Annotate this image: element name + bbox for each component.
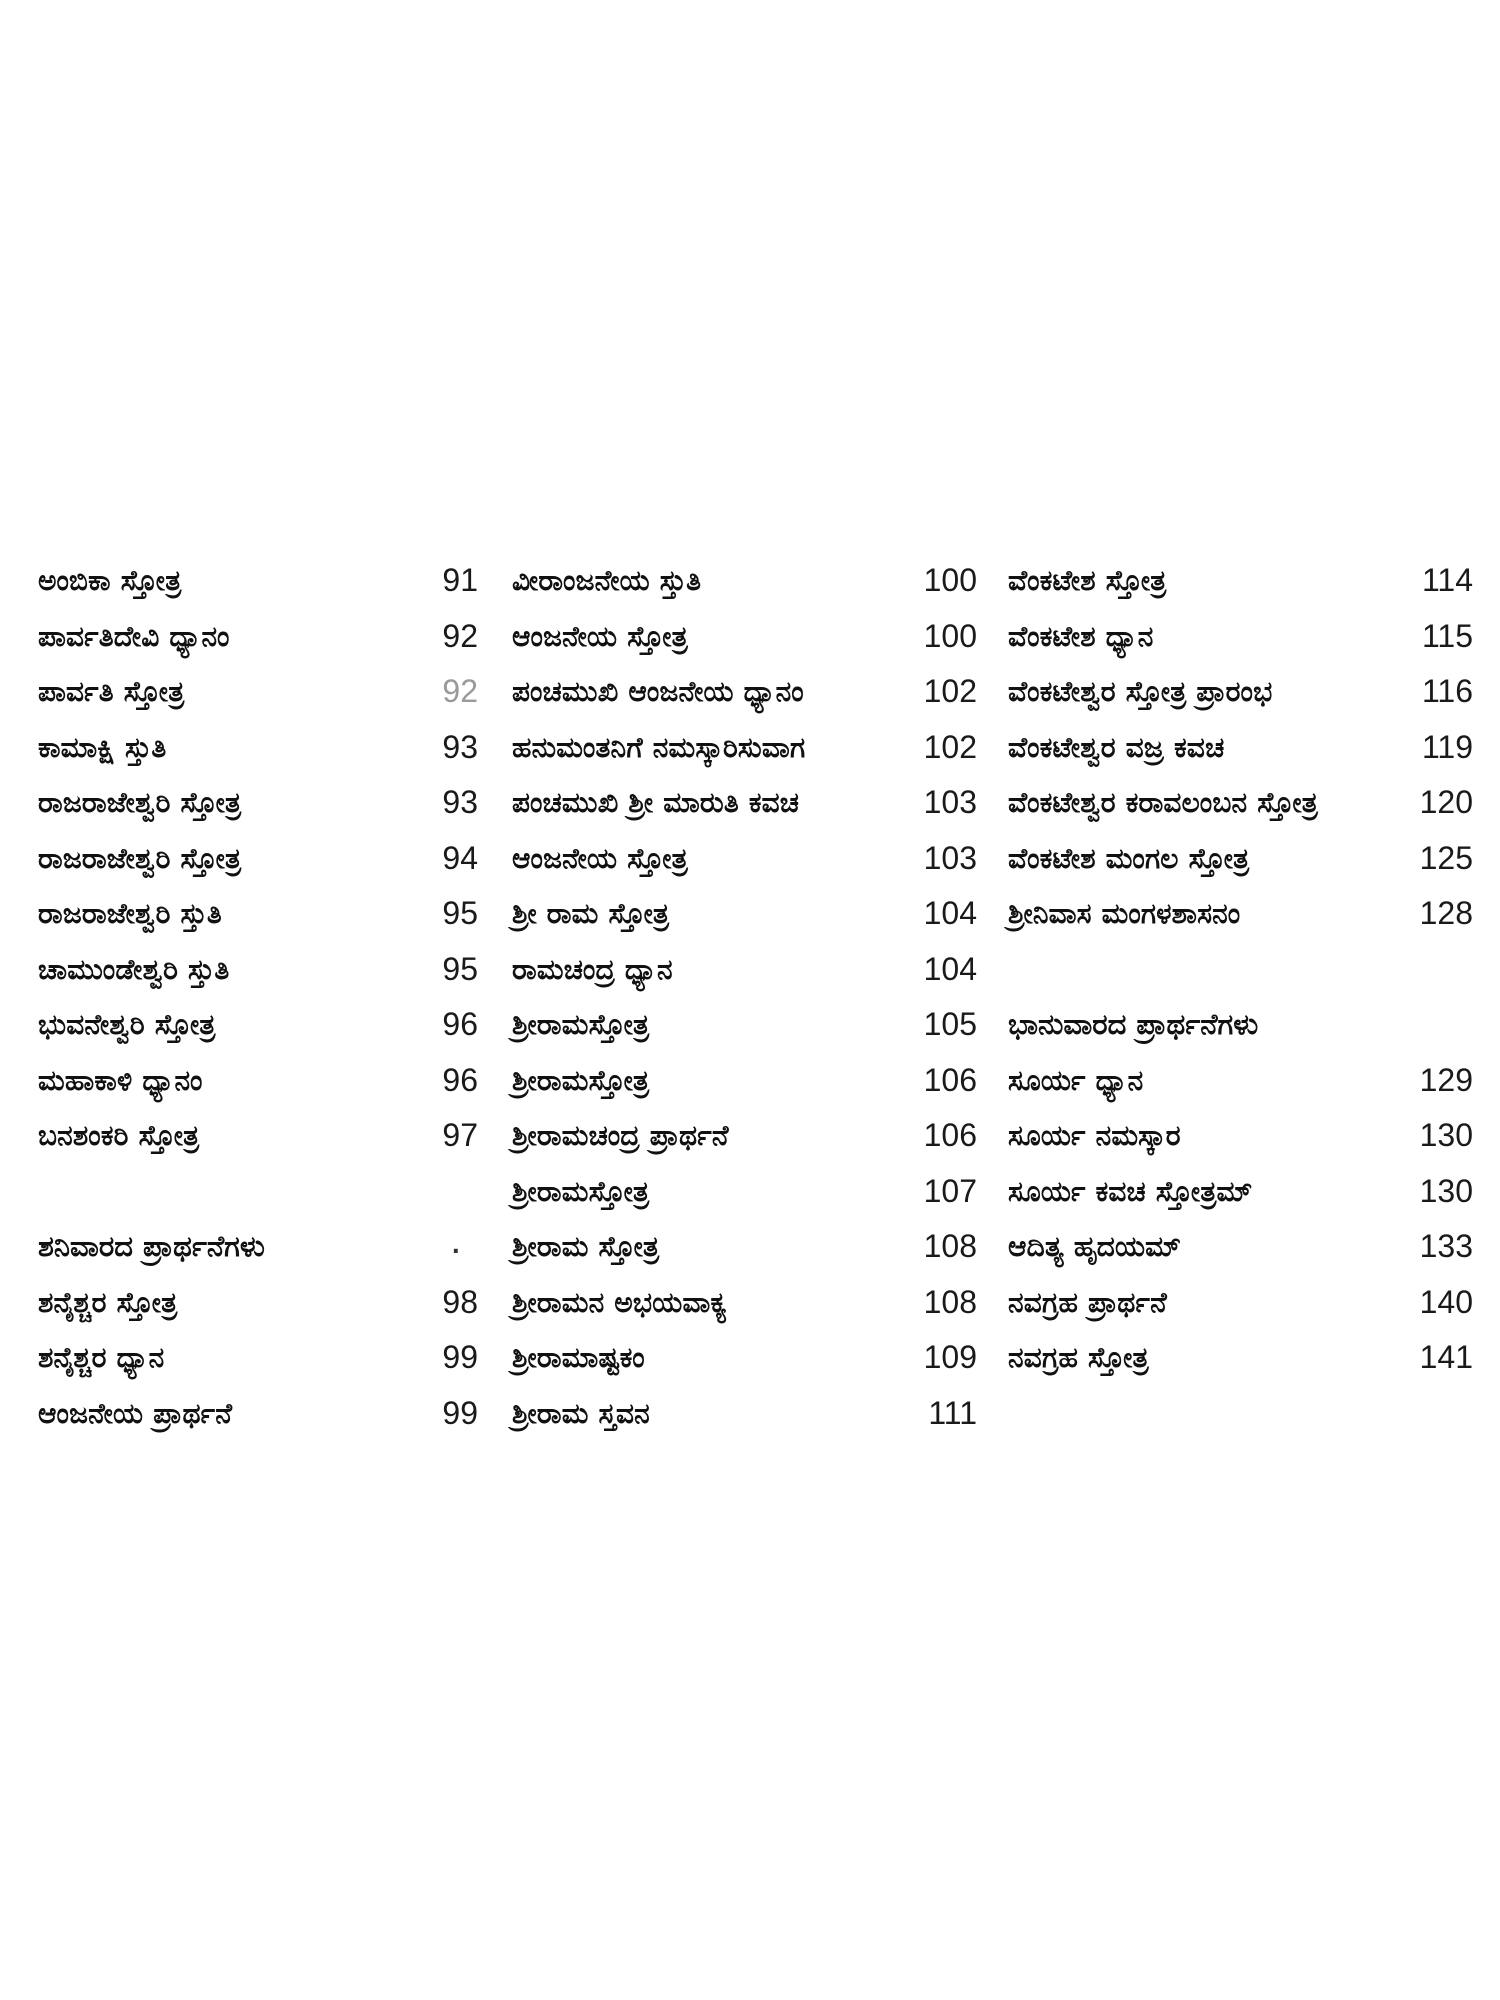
toc-entry [1008,553,1473,609]
entry-page-number: 128 [1419,895,1473,931]
entry-page-number: 109 [923,1339,977,1375]
toc-entry [38,1053,478,1109]
entry-page-number: 103 [923,839,977,876]
entry-title: ಬನಶಂಕರಿ ಸ್ತೋತ್ರ [38,1119,200,1152]
entry-page-number: 106 [923,1061,977,1098]
toc-entry [38,720,478,776]
toc-entry [1008,1108,1473,1164]
toc-entry [1008,1053,1473,1109]
entry-page-number: 93 [442,728,478,765]
toc-entry [512,1275,977,1331]
entry-page-number: 92 [442,673,478,709]
entry-page-number: 140 [1419,1283,1473,1320]
entry-title: ವೆಂಕಟೇಶ ಸ್ತೋತ್ರ [1008,564,1167,597]
entry-page-number: 106 [923,1117,977,1153]
entry-title: ಶ್ರೀರಾಮಸ್ತೋತ್ರ [512,1008,650,1041]
toc-entry [38,942,478,998]
entry-title: ಪಾರ್ವತಿ ಸ್ತೋತ್ರ [38,675,185,708]
toc-entry [38,553,478,609]
entry-page-number: 100 [923,562,977,598]
toc-entry [512,997,977,1053]
entry-title: ಚಾಮುಂಡೇಶ್ವರಿ ಸ್ತುತಿ [38,952,230,986]
entry-title: ಆಂಜನೇಯ ಸ್ತೋತ್ರ [512,841,688,875]
toc-column-2 [512,553,977,1441]
entry-title: ಶ್ರೀರಾಮ ಸ್ತವನ [512,1396,650,1430]
toc-entry [1008,1164,1473,1220]
entry-title: ಶನೈಶ್ಚರ ಧ್ಯಾನ [38,1341,165,1374]
entry-title: ನವಗ್ರಹ ಸ್ತೋತ್ರ [1008,1341,1149,1374]
entry-page-number: 130 [1419,1172,1473,1209]
toc-entry [512,1386,977,1442]
entry-title: ರಾಜರಾಜೇಶ್ವರಿ ಸ್ತೋತ್ರ [38,841,242,875]
entry-title: ಶ್ರೀನಿವಾಸ ಮಂಗಳಶಾಸನಂ [1008,897,1241,930]
entry-page-number: 141 [1419,1339,1473,1375]
entry-page-number: 100 [923,617,977,654]
entry-page-number: 111 [928,1394,977,1431]
section-heading-text: ಭಾನುವಾರದ ಪ್ರಾರ್ಥನೆಗಳು [1008,1007,1259,1041]
toc-entry [38,1275,478,1331]
entry-title: ಪಾರ್ವತಿದೇವಿ ಧ್ಯಾನಂ [38,619,230,653]
entry-page-number: 120 [1419,784,1473,820]
entry-title: ಹನುಮಂತನಿಗೆ ನಮಸ್ಕಾರಿಸುವಾಗ [512,730,806,764]
entry-title: ಸೂರ್ಯ ಕವಚ ಸ್ತೋತ್ರಮ್ [1008,1174,1253,1208]
entry-title: ರಾಜರಾಜೇಶ್ವರಿ ಸ್ತೋತ್ರ [38,786,242,819]
entry-title: ವೆಂಕಟೇಶ್ವರ ವಜ್ರ ಕವಚ [1008,730,1225,764]
toc-entry [38,1386,478,1442]
toc-entry [1008,720,1473,776]
entry-page-number: 133 [1419,1228,1473,1264]
toc-entry [38,775,478,831]
toc-entry [512,886,977,942]
entry-page-number: 125 [1419,839,1473,876]
entry-page-number: 96 [442,1061,478,1098]
toc-entry [1008,664,1473,720]
toc-entry [38,664,478,720]
entry-title: ವೆಂಕಟೇಶ್ವರ ಸ್ತೋತ್ರ ಪ್ರಾರಂಭ [1008,675,1273,708]
entry-title: ವೆಂಕಟೇಶ ಮಂಗಲ ಸ್ತೋತ್ರ [1008,841,1250,875]
entry-page-number: 129 [1419,1061,1473,1098]
entry-title: ಶನೈಶ್ಚರ ಸ್ತೋತ್ರ [38,1285,178,1319]
entry-page-number: 95 [442,895,478,931]
entry-title: ಸೂರ್ಯ ಧ್ಯಾನ [1008,1063,1144,1097]
stray-dot-mark: . [451,1234,460,1259]
toc-entry [38,1108,478,1164]
entry-page-number: 116 [1421,673,1473,709]
section-spacer [38,1164,478,1220]
entry-page-number: 115 [1421,617,1473,654]
entry-page-number: 104 [923,950,977,987]
entry-title: ಕಾಮಾಕ್ಷಿ ಸ್ತುತಿ [38,730,167,764]
entry-title: ಸೂರ್ಯ ನಮಸ್ಕಾರ [1008,1119,1181,1152]
entry-page-number: 119 [1421,728,1473,765]
toc-entry [38,886,478,942]
toc-entry [512,1330,977,1386]
section-heading-text: ಶನಿವಾರದ ಪ್ರಾರ್ಥನೆಗಳು [38,1229,265,1263]
toc-entry [512,1164,977,1220]
toc-entry [512,720,977,776]
toc-entry [512,831,977,887]
entry-title: ಶ್ರೀರಾಮಾಷ್ಟಕಂ [512,1341,645,1374]
entry-title: ಮಹಾಕಾಳಿ ಧ್ಯಾನಂ [38,1063,203,1097]
entry-page-number: 99 [442,1394,478,1431]
entry-page-number: 104 [923,895,977,931]
toc-entry [512,609,977,665]
toc-entry [38,831,478,887]
toc-entry [512,775,977,831]
entry-page-number: 98 [442,1283,478,1320]
section-spacer [1008,942,1473,998]
toc-entry [512,664,977,720]
toc-entry [1008,1219,1473,1275]
toc-entry [1008,831,1473,887]
entry-page-number: 108 [923,1283,977,1320]
entry-title: ರಾಮಚಂದ್ರ ಧ್ಯಾನ [512,952,673,986]
toc-entry [512,553,977,609]
entry-title: ಪಂಚಮುಖಿ ಶ್ರೀ ಮಾರುತಿ ಕವಚ [512,786,800,819]
entry-title: ಶ್ರೀರಾಮನ ಅಭಯವಾಕ್ಯ [512,1285,728,1319]
entry-page-number: 93 [442,784,478,820]
toc-entry [1008,609,1473,665]
entry-page-number: 91 [442,562,478,598]
entry-page-number: 94 [442,839,478,876]
entry-title: ವೆಂಕಟೇಶ ಧ್ಯಾನ [1008,619,1154,653]
entry-page-number: 96 [442,1006,478,1042]
entry-title: ಆಂಜನೇಯ ಸ್ತೋತ್ರ [512,619,688,653]
entry-title: ಶ್ರೀ ರಾಮ ಸ್ತೋತ್ರ [512,897,670,930]
toc-entry [1008,1330,1473,1386]
toc-entry [38,609,478,665]
toc-entry [1008,1275,1473,1331]
entry-page-number: 105 [923,1006,977,1042]
entry-title: ಶ್ರೀರಾಮಸ್ತೋತ್ರ [512,1174,650,1208]
section-heading-sunday [1008,997,1473,1053]
entry-page-number: 108 [923,1228,977,1264]
toc-entry [512,1219,977,1275]
entry-page-number: 107 [923,1172,977,1209]
entry-page-number: 95 [442,950,478,987]
toc-entry [512,942,977,998]
entry-title: ಭುವನೇಶ್ವರಿ ಸ್ತೋತ್ರ [38,1008,216,1041]
entry-title: ವೆಂಕಟೇಶ್ವರ ಕರಾವಲಂಬನ ಸ್ತೋತ್ರ [1008,786,1318,819]
toc-entry [512,1053,977,1109]
entry-title: ಶ್ರೀರಾಮಸ್ತೋತ್ರ [512,1063,650,1097]
toc-column-3 [1008,553,1473,1386]
entry-title: ರಾಜರಾಜೇಶ್ವರಿ ಸ್ತುತಿ [38,897,222,930]
toc-entry [38,997,478,1053]
entry-title: ನವಗ್ರಹ ಪ್ರಾರ್ಥನೆ [1008,1285,1167,1319]
entry-page-number: 103 [923,784,977,820]
entry-title: ಪಂಚಮುಖಿ ಆಂಜನೇಯ ಧ್ಯಾನಂ [512,675,804,708]
entry-page-number: 102 [923,728,977,765]
entry-page-number: 92 [442,617,478,654]
entry-page-number: 99 [442,1339,478,1375]
entry-page-number: 102 [923,673,977,709]
entry-title: ವೀರಾಂಜನೇಯ ಸ್ತುತಿ [512,564,702,597]
entry-page-number: 114 [1421,562,1473,598]
entry-title: ಶ್ರೀರಾಮಚಂದ್ರ ಪ್ರಾರ್ಥನೆ [512,1119,729,1152]
entry-title: ಆದಿತ್ಯ ಹೃದಯಮ್ [1008,1230,1182,1263]
section-heading-saturday [38,1219,478,1275]
toc-column-1 [38,553,478,1441]
entry-title: ಆಂಜನೇಯ ಪ್ರಾರ್ಥನೆ [38,1396,233,1430]
entry-page-number: 97 [442,1117,478,1153]
toc-entry [1008,775,1473,831]
entry-title: ಅಂಬಿಕಾ ಸ್ತೋತ್ರ [38,564,182,597]
entry-title: ಶ್ರೀರಾಮ ಸ್ತೋತ್ರ [512,1230,660,1263]
toc-entry [512,1108,977,1164]
toc-entry [1008,886,1473,942]
entry-page-number: 130 [1419,1117,1473,1153]
toc-entry [38,1330,478,1386]
